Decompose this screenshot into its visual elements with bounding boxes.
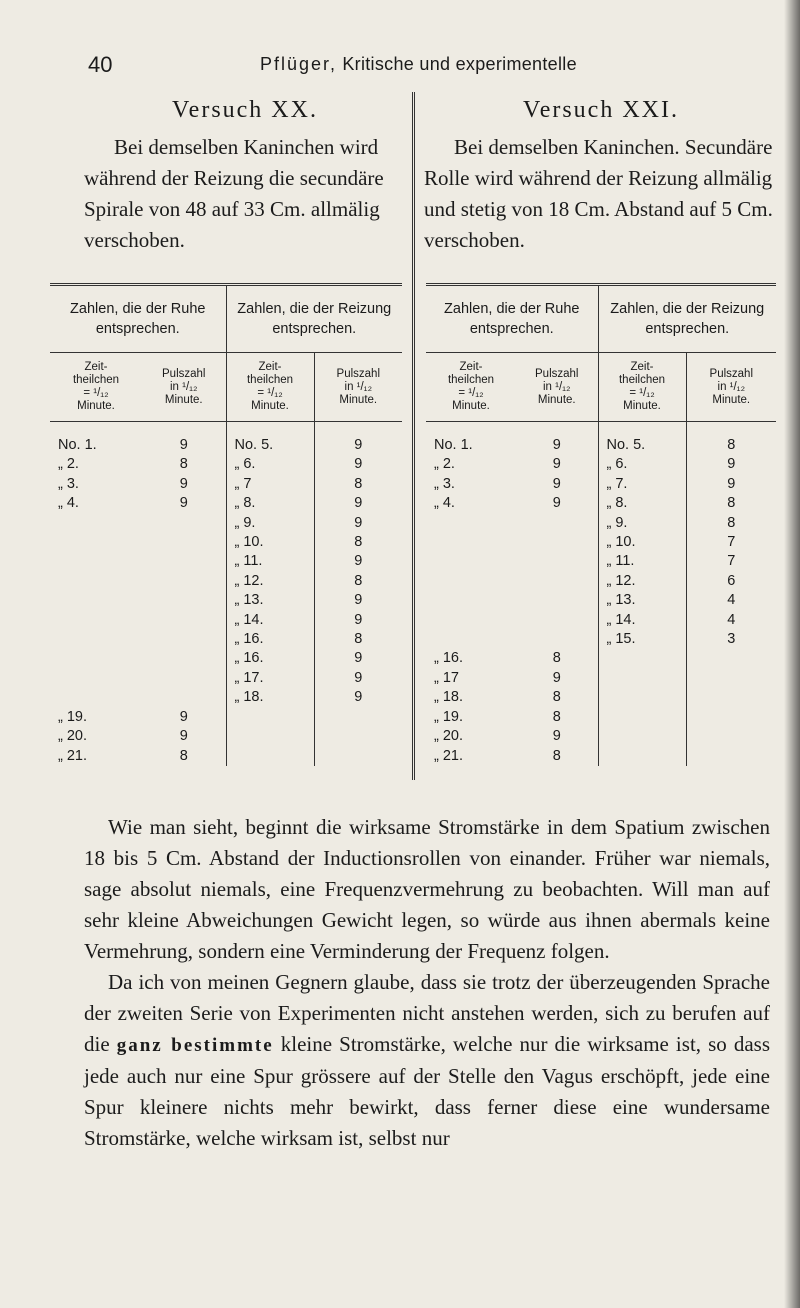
time-index-cell: „ 20. (58, 728, 88, 745)
time-index-cell (50, 649, 142, 668)
time-index-cell: „ 21. (434, 747, 464, 764)
header-ruhe: Zahlen, die der Ruhe entsprechen. (50, 285, 226, 353)
running-head-author: Pflüger, (260, 54, 338, 74)
pulse-count-cell (314, 747, 402, 766)
pulse-count-cell: 9 (686, 455, 776, 474)
pulse-count-cell (142, 611, 226, 630)
table-row (50, 514, 402, 533)
table-row (426, 422, 776, 456)
time-index-cell: No. 5. (598, 422, 686, 456)
pulse-count-cell (686, 669, 776, 688)
table-row (426, 533, 776, 552)
header-zeit: Zeit- theilchen = ¹/₁₂ Minute. (226, 353, 314, 422)
header-ruhe: Zahlen, die der Ruhe entsprechen. (426, 285, 598, 353)
time-index-cell: „ 3. (58, 475, 79, 492)
running-head-title: Kritische und experimentelle (342, 54, 577, 74)
time-index-cell: No. 5. (226, 422, 314, 456)
table-row (50, 747, 402, 766)
pulse-count-cell (516, 552, 598, 571)
time-index-cell: No. 1. (58, 437, 97, 453)
pulse-count-cell (686, 708, 776, 727)
time-index-cell (598, 649, 686, 668)
pulse-count-cell (142, 688, 226, 707)
time-index-cell: „ 2. (434, 456, 455, 473)
time-index-cell (50, 514, 142, 533)
time-index-cell: „ 13. (598, 591, 686, 610)
pulse-count-cell: 9 (686, 475, 776, 494)
pulse-count-cell (516, 572, 598, 591)
header-puls: Pulszahl in ¹/₁₂ Minute. (516, 353, 598, 422)
pulse-count-cell: 4 (686, 591, 776, 610)
time-index-cell: „ 12. (226, 572, 314, 591)
pulse-count-cell: 9 (179, 495, 188, 512)
table-row (50, 669, 402, 688)
table-row (50, 455, 402, 474)
pulse-count-cell: 9 (314, 611, 402, 630)
table-row (426, 747, 776, 766)
time-index-cell: „ 14. (598, 611, 686, 630)
time-index-cell (50, 552, 142, 571)
pulse-count-cell (686, 688, 776, 707)
table-row (50, 708, 402, 727)
time-index-cell (50, 669, 142, 688)
pulse-count-cell (516, 591, 598, 610)
experiment-description: Bei demselben Kaninchen. Secundäre Rolle wird während der Reizung allmälig und stetig von 18 Cm. Abstand auf 5 Cm. verschoben. (424, 135, 773, 252)
pulse-count-cell (516, 514, 598, 533)
time-index-cell: „ 11. (226, 552, 314, 571)
pulse-count-cell (142, 591, 226, 610)
pulse-count-cell (314, 708, 402, 727)
pulse-count-cell: 9 (179, 475, 188, 492)
time-index-cell: „ 18. (226, 688, 314, 707)
time-index-cell (226, 747, 314, 766)
pulse-count-cell (142, 649, 226, 668)
time-index-cell: „ 16. (226, 649, 314, 668)
pulse-count-cell: 9 (314, 591, 402, 610)
time-index-cell (426, 572, 516, 591)
time-index-cell: „ 19. (434, 708, 464, 725)
table-row (426, 649, 776, 668)
table-row (426, 514, 776, 533)
pulse-count-cell: 8 (552, 708, 561, 725)
pulse-count-cell: 8 (552, 650, 561, 667)
pulse-count-cell (516, 630, 598, 649)
pulse-count-cell: 9 (314, 669, 402, 688)
column-divider (412, 92, 415, 780)
pulse-count-cell: 8 (552, 689, 561, 706)
time-index-cell: „ 14. (226, 611, 314, 630)
pulse-count-cell: 9 (314, 422, 402, 456)
pulse-count-cell: 9 (314, 552, 402, 571)
time-index-cell: „ 7. (598, 475, 686, 494)
page-number: 40 (88, 52, 113, 77)
time-index-cell (598, 747, 686, 766)
pulse-count-cell: 9 (552, 495, 561, 512)
time-index-cell: „ 10. (598, 533, 686, 552)
experiment-xx (84, 97, 406, 256)
time-index-cell: „ 3. (434, 475, 455, 492)
table-row (426, 630, 776, 649)
table-row (50, 533, 402, 552)
experiment-description: Bei demselben Kaninchen wird während der Reizung die secundäre Spirale von 48 auf 33 Cm. allmälig verschoben. (84, 135, 384, 252)
pulse-count-cell (142, 630, 226, 649)
pulse-count-cell: 8 (686, 494, 776, 513)
pulse-count-cell: 7 (686, 533, 776, 552)
table-row (426, 455, 776, 474)
pulse-count-cell: 9 (552, 669, 561, 686)
table-row (50, 591, 402, 610)
time-index-cell (50, 630, 142, 649)
pulse-count-cell: 8 (686, 422, 776, 456)
header-puls: Pulszahl in ¹/₁₂ Minute. (686, 353, 776, 422)
pulse-count-cell: 6 (686, 572, 776, 591)
body-text (84, 812, 770, 1154)
pulse-count-cell: 9 (314, 494, 402, 513)
pulse-count-cell (686, 649, 776, 668)
table-row (50, 688, 402, 707)
time-index-cell: „ 7 (226, 475, 314, 494)
table-row (426, 611, 776, 630)
header-zeit: Zeit- theilchen = ¹/₁₂ Minute. (598, 353, 686, 422)
time-index-cell (598, 727, 686, 746)
pulse-count-cell: 9 (179, 708, 188, 725)
data-table-xxi (426, 283, 776, 766)
pulse-count-cell (142, 552, 226, 571)
table-row (426, 591, 776, 610)
experiment-title: Versuch XXI. (523, 97, 679, 123)
table-row (50, 611, 402, 630)
time-index-cell: „ 19. (58, 708, 88, 725)
paragraph: Da ich von meinen Gegnern glaube, dass sie trotz der überzeugenden Sprache der zweiten Serie von Experimenten nicht anstehen werden, sich zu berufen auf die ganz bestimmte kleine Stromstärke, welche nur die wirksame ist, so dass jede auch nur eine Spur grössere auf der Stelle den Vagus erschöpft, jede eine Spur kleinere nichts mehr bewirkt, dass ferner diese eine wundersame Stromstärke, welche wirksam ist, selbst nur (84, 970, 770, 1150)
time-index-cell: „ 15. (598, 630, 686, 649)
time-index-cell (426, 611, 516, 630)
time-index-cell (598, 688, 686, 707)
pulse-count-cell: 9 (179, 437, 188, 453)
time-index-cell (226, 708, 314, 727)
time-index-cell (426, 552, 516, 571)
table-row (426, 708, 776, 727)
pulse-count-cell: 9 (314, 514, 402, 533)
header-reizung: Zahlen, die der Reizung entsprechen. (598, 285, 776, 353)
header-zeit: Zeit- theilchen = ¹/₁₂ Minute. (50, 353, 142, 422)
pulse-count-cell: 9 (179, 728, 188, 745)
pulse-count-cell (686, 727, 776, 746)
pulse-count-cell: 9 (314, 688, 402, 707)
time-index-cell: „ 8. (598, 494, 686, 513)
pulse-count-cell: 3 (686, 630, 776, 649)
emphasis-text: ganz bestimmte (116, 1035, 274, 1056)
pulse-count-cell: 8 (686, 514, 776, 533)
time-index-cell: „ 2. (58, 456, 79, 473)
pulse-count-cell (142, 533, 226, 552)
time-index-cell (50, 591, 142, 610)
pulse-count-cell: 8 (552, 747, 561, 764)
time-index-cell: No. 1. (434, 437, 473, 453)
running-header (88, 52, 760, 82)
table-row (426, 727, 776, 746)
experiment-title: Versuch XX. (172, 97, 318, 123)
time-index-cell (598, 708, 686, 727)
pulse-count-cell: 8 (314, 533, 402, 552)
pulse-count-cell (314, 727, 402, 746)
time-index-cell (598, 669, 686, 688)
time-index-cell: „ 13. (226, 591, 314, 610)
pulse-count-cell: 8 (179, 747, 188, 764)
time-index-cell (50, 611, 142, 630)
table-row (50, 494, 402, 513)
table-row (50, 475, 402, 494)
time-index-cell (426, 514, 516, 533)
time-index-cell: „ 21. (58, 747, 88, 764)
table-row (426, 572, 776, 591)
paragraph: Wie man sieht, beginnt die wirksame Stromstärke in dem Spatium zwischen 18 bis 5 Cm. Abstand der Inductionsrollen von einander. Früher war niemals, sage absolut niemals, eine Frequenzvermehrung zu beobachten. Will man auf sehr kleine Abweichungen Gewicht legen, so würde aus ihnen abermals keine Vermehrung, sondern eine Verminderung der Frequenz folgen. (84, 815, 770, 963)
time-index-cell: „ 6. (226, 455, 314, 474)
time-index-cell: „ 20. (434, 728, 464, 745)
pulse-count-cell (686, 747, 776, 766)
header-puls: Pulszahl in ¹/₁₂ Minute. (314, 353, 402, 422)
pulse-count-cell: 4 (686, 611, 776, 630)
table-row (50, 727, 402, 746)
time-index-cell (50, 533, 142, 552)
data-table-xx (50, 283, 402, 766)
time-index-cell: „ 16. (434, 650, 464, 667)
pulse-count-cell: 9 (314, 455, 402, 474)
page-edge-shadow (784, 0, 800, 1308)
table-row (50, 630, 402, 649)
table-row (426, 494, 776, 513)
time-index-cell: „ 9. (226, 514, 314, 533)
pulse-count-cell (142, 669, 226, 688)
pulse-count-cell: 9 (552, 437, 561, 453)
time-index-cell (50, 688, 142, 707)
time-index-cell: „ 8. (226, 494, 314, 513)
time-index-cell: „ 4. (434, 495, 455, 512)
table-row (426, 552, 776, 571)
table-row (50, 422, 402, 456)
table-row (50, 572, 402, 591)
time-index-cell: „ 9. (598, 514, 686, 533)
header-puls: Pulszahl in ¹/₁₂ Minute. (142, 353, 226, 422)
header-zeit: Zeit- theilchen = ¹/₁₂ Minute. (426, 353, 516, 422)
time-index-cell: „ 16. (226, 630, 314, 649)
pulse-count-cell: 9 (314, 649, 402, 668)
time-index-cell: „ 17 (434, 669, 459, 686)
pulse-count-cell: 9 (552, 475, 561, 492)
time-index-cell: „ 18. (434, 689, 464, 706)
time-index-cell (426, 630, 516, 649)
table-row (50, 552, 402, 571)
pulse-count-cell: 8 (314, 630, 402, 649)
time-index-cell (426, 591, 516, 610)
time-index-cell: „ 17. (226, 669, 314, 688)
pulse-count-cell (516, 611, 598, 630)
pulse-count-cell (516, 533, 598, 552)
time-index-cell (226, 727, 314, 746)
pulse-count-cell: 8 (314, 572, 402, 591)
header-reizung: Zahlen, die der Reizung entsprechen. (226, 285, 402, 353)
time-index-cell: „ 10. (226, 533, 314, 552)
table-row (426, 688, 776, 707)
pulse-count-cell (142, 572, 226, 591)
time-index-cell (50, 572, 142, 591)
table-row (426, 669, 776, 688)
time-index-cell: „ 11. (598, 552, 686, 571)
pulse-count-cell (142, 514, 226, 533)
time-index-cell (426, 533, 516, 552)
pulse-count-cell: 9 (552, 728, 561, 745)
pulse-count-cell: 7 (686, 552, 776, 571)
pulse-count-cell: 8 (314, 475, 402, 494)
time-index-cell: „ 6. (598, 455, 686, 474)
time-index-cell: „ 4. (58, 495, 79, 512)
pulse-count-cell: 9 (552, 456, 561, 473)
experiment-xxi (424, 97, 778, 256)
table-row (50, 649, 402, 668)
running-head (260, 54, 577, 75)
pulse-count-cell: 8 (179, 456, 188, 473)
table-row (426, 475, 776, 494)
time-index-cell: „ 12. (598, 572, 686, 591)
